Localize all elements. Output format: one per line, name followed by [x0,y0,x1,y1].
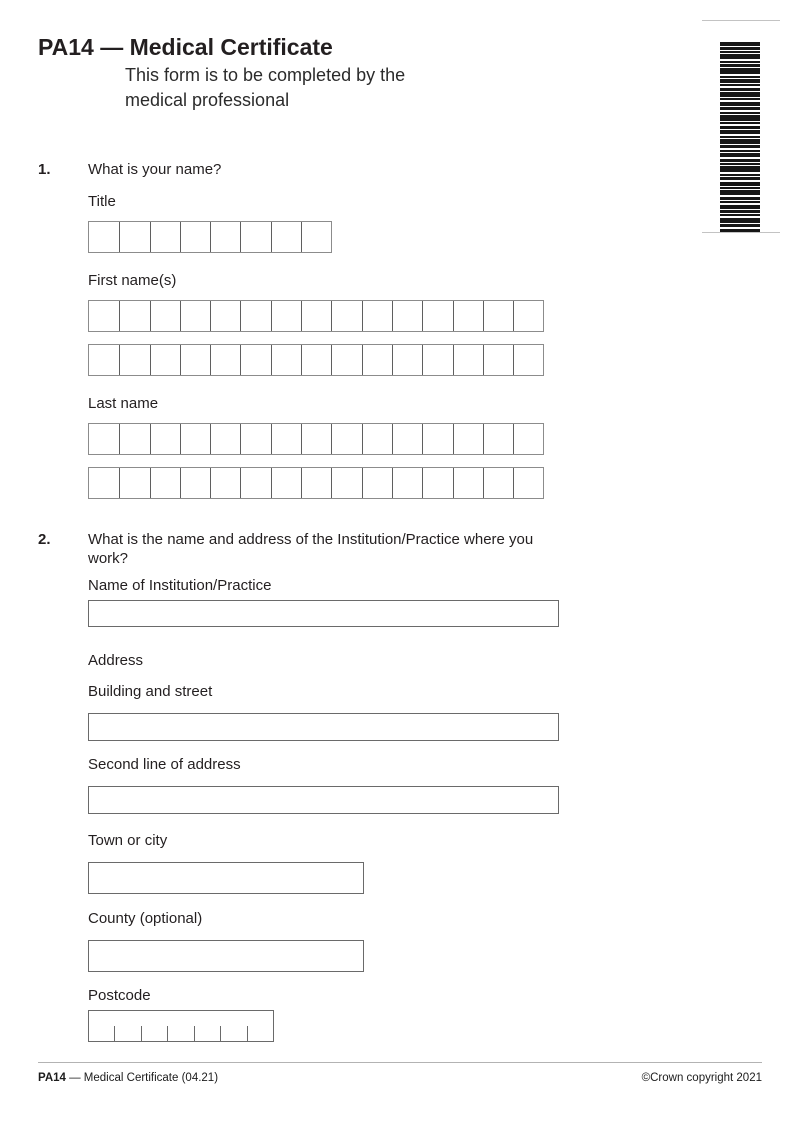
char-cell[interactable] [271,222,301,252]
second-line-input[interactable] [88,786,559,814]
char-cell[interactable] [271,468,301,498]
last-name-charbox-row-2[interactable] [88,467,544,499]
char-cell[interactable] [392,468,422,498]
page-subtitle [125,63,800,113]
char-cell[interactable] [119,345,149,375]
postcode-cell[interactable] [167,1026,193,1041]
question-1-text: What is your name? [88,161,222,178]
char-cell[interactable] [362,424,392,454]
char-cell[interactable] [271,301,301,331]
char-cell[interactable] [301,301,331,331]
char-cell[interactable] [240,222,270,252]
char-cell[interactable] [453,301,483,331]
char-cell[interactable] [362,301,392,331]
page-subtitle-line-1: This form is to be completed by the [125,65,406,85]
char-cell[interactable] [150,424,180,454]
last-name-charbox-row-1[interactable] [88,423,544,455]
footer-copyright: ©Crown copyright 2021 [641,1072,762,1084]
char-cell[interactable] [119,301,149,331]
first-name-label: First name(s) [88,272,177,289]
char-cell[interactable] [453,468,483,498]
first-name-charbox-row-2[interactable] [88,344,544,376]
char-cell[interactable] [150,345,180,375]
char-cell[interactable] [301,424,331,454]
char-cell[interactable] [150,222,180,252]
postcode-cell[interactable] [114,1026,140,1041]
char-cell[interactable] [180,222,210,252]
char-cell[interactable] [331,424,361,454]
char-cell[interactable] [422,301,452,331]
char-cell[interactable] [483,424,513,454]
char-cell[interactable] [240,468,270,498]
char-cell[interactable] [119,424,149,454]
char-cell[interactable] [210,345,240,375]
char-cell[interactable] [180,468,210,498]
address-heading: Address [88,652,144,669]
char-cell[interactable] [150,468,180,498]
char-cell[interactable] [453,345,483,375]
char-cell[interactable] [271,424,301,454]
char-cell[interactable] [513,468,543,498]
char-cell[interactable] [89,345,119,375]
town-city-label: Town or city [88,832,168,849]
postcode-cell[interactable] [247,1026,273,1041]
county-label: County (optional) [88,910,203,927]
char-cell[interactable] [301,222,331,252]
question-2-text: What is the name and address of the Institution/Practice where you work? [88,531,534,567]
char-cell[interactable] [150,301,180,331]
char-cell[interactable] [392,301,422,331]
postcode-cell[interactable] [89,1026,114,1041]
title-charbox-row[interactable] [88,221,332,253]
page-footer [38,1062,762,1085]
postcode-cell[interactable] [194,1026,220,1041]
char-cell[interactable] [422,424,452,454]
char-cell[interactable] [89,468,119,498]
char-cell[interactable] [362,468,392,498]
char-cell[interactable] [331,301,361,331]
page-title: PA14 — Medical Certificate [38,34,333,60]
page-subtitle-line-2: medical professional [125,90,290,110]
char-cell[interactable] [513,424,543,454]
building-street-input[interactable] [88,713,559,741]
char-cell[interactable] [210,301,240,331]
question-1-number: 1. [38,161,51,178]
char-cell[interactable] [210,222,240,252]
barcode-bottom-rule [702,232,780,233]
barcode [720,42,760,233]
char-cell[interactable] [180,301,210,331]
char-cell[interactable] [483,345,513,375]
char-cell[interactable] [119,468,149,498]
char-cell[interactable] [513,345,543,375]
char-cell[interactable] [513,301,543,331]
postcode-label: Postcode [88,987,151,1004]
char-cell[interactable] [89,301,119,331]
char-cell[interactable] [271,345,301,375]
char-cell[interactable] [240,345,270,375]
town-city-input[interactable] [88,862,364,894]
char-cell[interactable] [210,468,240,498]
question-1 [38,160,800,499]
institution-input[interactable] [88,600,559,627]
char-cell[interactable] [422,468,452,498]
char-cell[interactable] [392,345,422,375]
char-cell[interactable] [483,301,513,331]
char-cell[interactable] [331,468,361,498]
char-cell[interactable] [119,222,149,252]
char-cell[interactable] [240,424,270,454]
char-cell[interactable] [422,345,452,375]
footer-rule [38,1062,762,1063]
question-2 [38,530,800,1042]
char-cell[interactable] [453,424,483,454]
last-name-label: Last name [88,395,159,412]
second-line-label: Second line of address [88,756,241,773]
building-street-label: Building and street [88,683,213,700]
institution-label: Name of Institution/Practice [88,577,272,594]
char-cell[interactable] [89,424,119,454]
footer-form-id: PA14 — Medical Certificate (04.21) [38,1072,219,1084]
title-label: Title [88,193,116,210]
top-right-rule [702,20,780,21]
postcode-cell[interactable] [141,1026,167,1041]
first-name-charbox-row-1[interactable] [88,300,544,332]
char-cell[interactable] [331,345,361,375]
char-cell[interactable] [301,345,331,375]
question-2-number: 2. [38,531,51,548]
char-cell[interactable] [240,301,270,331]
char-cell[interactable] [89,222,119,252]
char-cell[interactable] [210,424,240,454]
char-cell[interactable] [180,424,210,454]
char-cell[interactable] [362,345,392,375]
char-cell[interactable] [180,345,210,375]
char-cell[interactable] [483,468,513,498]
char-cell[interactable] [392,424,422,454]
postcode-input[interactable] [88,1010,274,1042]
postcode-cell[interactable] [220,1026,246,1041]
char-cell[interactable] [301,468,331,498]
county-input[interactable] [88,940,364,972]
